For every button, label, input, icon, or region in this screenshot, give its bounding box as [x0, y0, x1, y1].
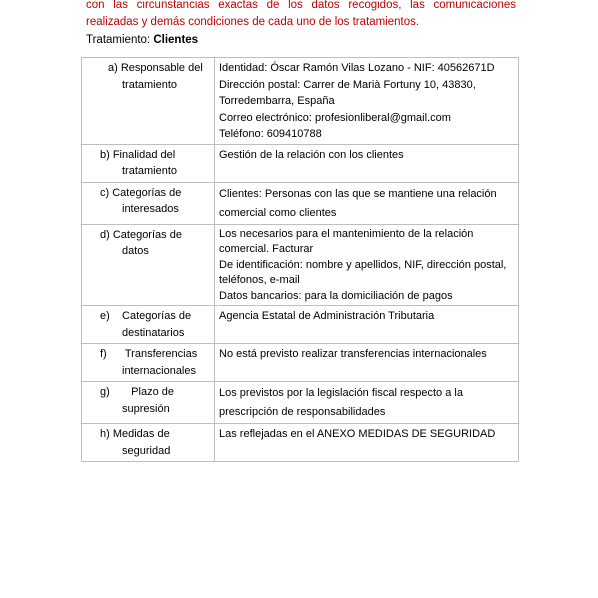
row-label	[82, 58, 215, 145]
row-label-line: tratamiento	[122, 165, 178, 177]
row-label	[82, 306, 215, 344]
row-value-line: Agencia Estatal de Administración Tributaria	[219, 310, 435, 322]
row-label-line: e) Categorías de	[100, 310, 192, 322]
row-label-line: h) Medidas de	[100, 428, 170, 440]
row-label-line: f) Transferencias	[100, 348, 198, 360]
table-row	[82, 344, 519, 382]
row-value-line: comercial como clientes	[219, 206, 337, 219]
row-label-line: tratamiento	[122, 78, 178, 91]
row-label	[82, 382, 215, 424]
row-value-line: No está previsto realizar transferencias internacionales	[219, 348, 487, 360]
row-value-line: Gestión de la relación con los clientes	[219, 148, 404, 161]
table-row	[82, 424, 519, 462]
row-value-line: Dirección postal: Carrer de Marià Fortuny 10, 43830,	[219, 78, 476, 91]
tratamiento-heading	[86, 32, 198, 48]
row-value	[215, 144, 519, 182]
row-value-line: Datos bancarios: para la domiciliación de pagos	[219, 289, 453, 302]
row-value	[215, 382, 519, 424]
tratamiento-label: Tratamiento:	[86, 34, 154, 46]
row-value-line: Los necesarios para el mantenimiento de la relación	[219, 227, 474, 240]
tratamiento-name: Clientes	[153, 34, 199, 46]
row-value	[215, 306, 519, 344]
table-row	[82, 224, 519, 306]
row-value	[215, 424, 519, 462]
row-value-line: Clientes: Personas con las que se mantiene una relación	[219, 187, 497, 200]
table-row	[82, 382, 519, 424]
row-value	[215, 182, 519, 224]
row-label	[82, 224, 215, 306]
row-label	[82, 344, 215, 382]
row-value	[215, 224, 519, 306]
row-label-line: c) Categorías de	[100, 186, 182, 199]
table-row	[82, 58, 519, 145]
row-value-line: Las reflejadas en el ANEXO MEDIDAS DE SEGURIDAD	[219, 428, 496, 440]
table-row	[82, 144, 519, 182]
row-label-line: datos	[122, 245, 149, 257]
row-label	[82, 144, 215, 182]
row-label	[82, 182, 215, 224]
table-row	[82, 182, 519, 224]
row-label-line: seguridad	[122, 444, 171, 457]
row-label-line: a) Responsable del	[108, 62, 203, 74]
row-label-line: destinatarios	[122, 326, 185, 339]
row-label-line: supresión	[122, 402, 170, 415]
row-label	[82, 424, 215, 462]
row-value	[215, 58, 519, 145]
row-label-line: interesados	[122, 203, 179, 215]
row-value	[215, 344, 519, 382]
row-label-line: d) Categorías de	[100, 228, 182, 241]
row-value-line: Los previstos por la legislación fiscal respecto a la	[219, 387, 463, 399]
row-value-line: Torredembarra, España	[219, 95, 335, 107]
row-label-line: g) Plazo de	[100, 386, 174, 398]
table-row	[82, 306, 519, 344]
intro-paragraph: con las circunstancias exactas de los datos recogidos, las comunicaciones realizadas y demás condiciones de cada uno de los tratamientos.	[86, 0, 516, 28]
row-label-line: internacionales	[122, 364, 196, 377]
row-value-line: prescripción de responsabilidades	[219, 406, 386, 418]
row-value-line: teléfonos, e-mail	[219, 274, 300, 286]
row-value-line: comercial. Facturar	[219, 243, 314, 255]
treatment-record-table	[81, 57, 519, 462]
row-value-line: Teléfono: 609410788	[219, 128, 322, 140]
row-value-line: Identidad: Óscar Ramón Vilas Lozano - NIF: 40562671D	[219, 62, 495, 74]
row-value-line: De identificación: nombre y apellidos, NIF, dirección postal,	[219, 258, 507, 271]
row-value-line: Correo electrónico: profesionliberal@gmail.com	[219, 111, 451, 124]
row-label-line: b) Finalidad del	[100, 148, 176, 161]
